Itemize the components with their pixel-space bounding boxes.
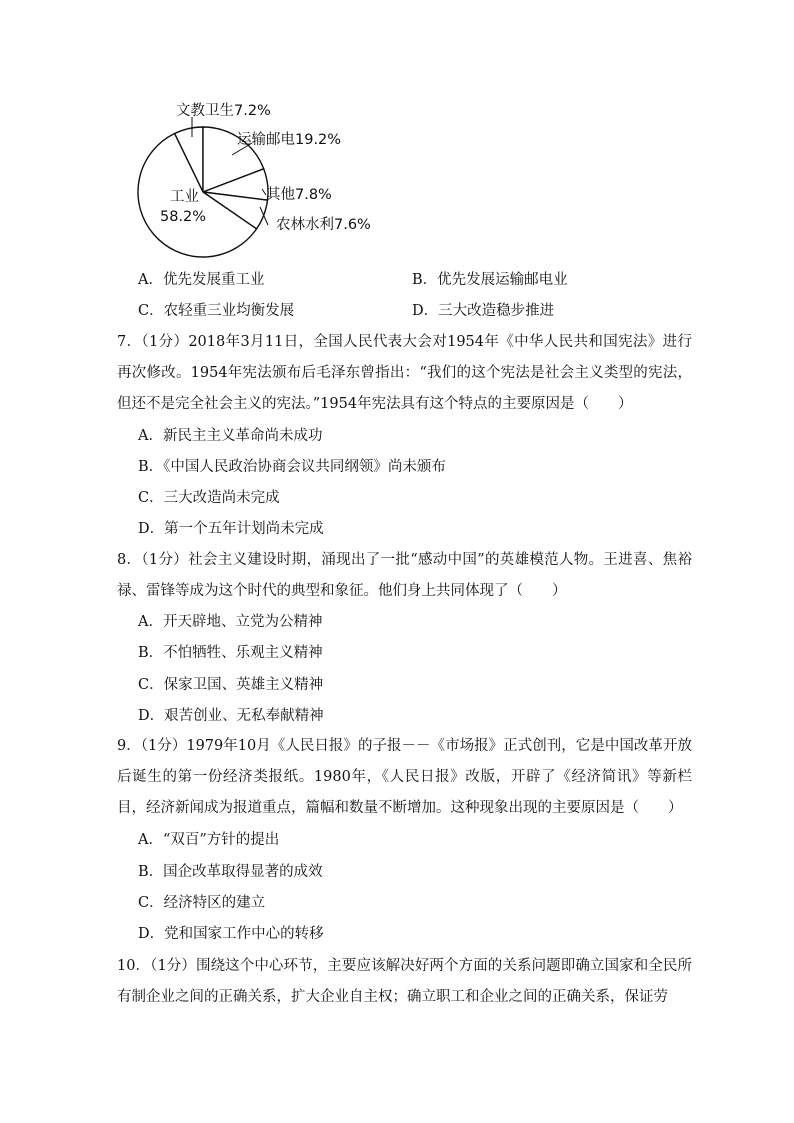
q9-option-c: C．经济特区的建立: [138, 895, 266, 911]
slice-label-culture-education-health: 文教卫生7.2%: [176, 103, 271, 119]
q9-option-d: D．党和国家工作中心的转移: [138, 926, 324, 942]
q7-option-a: A．新民主主义革命尚未成功: [138, 428, 323, 444]
slice-label-industry-value: 58.2%: [160, 209, 207, 225]
q9-option-a: A．“双百”方针的提出: [138, 832, 280, 848]
pie-chart-svg: [120, 95, 420, 265]
slice-label-other: 其他7.8%: [266, 187, 332, 203]
q9-option-b: B．国企改革取得显著的成效: [138, 864, 323, 880]
question-10-stem: 10．（1分）围绕这个中心环节，主要应该解决好两个方面的关系问题即确立国家和全民所有制企业之间的正确关系，扩大企业自主权；确立职工和企业之间的正确关系，保证劳: [117, 958, 692, 1005]
q7-option-c: C．三大改造尚未完成: [138, 490, 280, 506]
question-9: [117, 731, 692, 824]
question-7-stem: 7．（1分）2018年3月11日，全国人民代表大会对1954年《中华人民共和国宪法》进行再次修改。1954年宪法颁布后毛泽东曾指出：“我们的这个宪法是社会主义类型的宪法，但还不是完全社会主义的宪法。”1954年宪法具有这个特点的主要原因是（ ）: [117, 334, 692, 412]
q8-option-c: C．保家卫国、英雄主义精神: [138, 677, 324, 693]
q8-option-b: B．不怕牺牲、乐观主义精神: [138, 645, 323, 661]
q6-option-a: A．优先发展重工业: [138, 272, 265, 288]
q6-option-d: D．三大改造稳步推进: [412, 303, 555, 319]
question-7: [117, 327, 692, 420]
q6-option-b: B．优先发展运输邮电业: [412, 272, 568, 288]
question-8-stem: 8．（1分）社会主义建设时期，涌现出了一批“感动中国”的英雄模范人物。王进喜、焦裕禄、雷锋等成为这个时代的典型和象征。他们身上共同体现了（ ）: [117, 552, 692, 599]
slice-label-transport-post: 运输邮电19.2%: [237, 132, 342, 148]
slice-label-agriculture-water: 农林水利7.6%: [276, 217, 371, 233]
q7-option-d: D．第一个五年计划尚未完成: [138, 521, 324, 537]
q7-option-b: B．《中国人民政治协商会议共同纲领》尚未颁布: [138, 459, 446, 475]
q6-option-c: C．农轻重三业均衡发展: [138, 303, 295, 319]
question-9-stem: 9．（1分）1979年10月《人民日报》的子报－－《市场报》正式创刊，它是中国改革开放后诞生的第一份经济类报纸。1980年，《人民日报》改版，开辟了《经济简讯》等新栏目，经济新闻成为报道重点，篇幅和数量不断增加。这种现象出现的主要原因是（ ）: [117, 738, 692, 816]
question-10: [117, 951, 692, 1013]
pie-chart: [120, 95, 420, 265]
q8-option-a: A．开天辟地、立党为公精神: [138, 614, 323, 630]
slice-label-industry-name: 工业: [170, 189, 199, 205]
question-8: [117, 545, 692, 607]
q8-option-d: D．艰苦创业、无私奉献精神: [138, 708, 324, 724]
